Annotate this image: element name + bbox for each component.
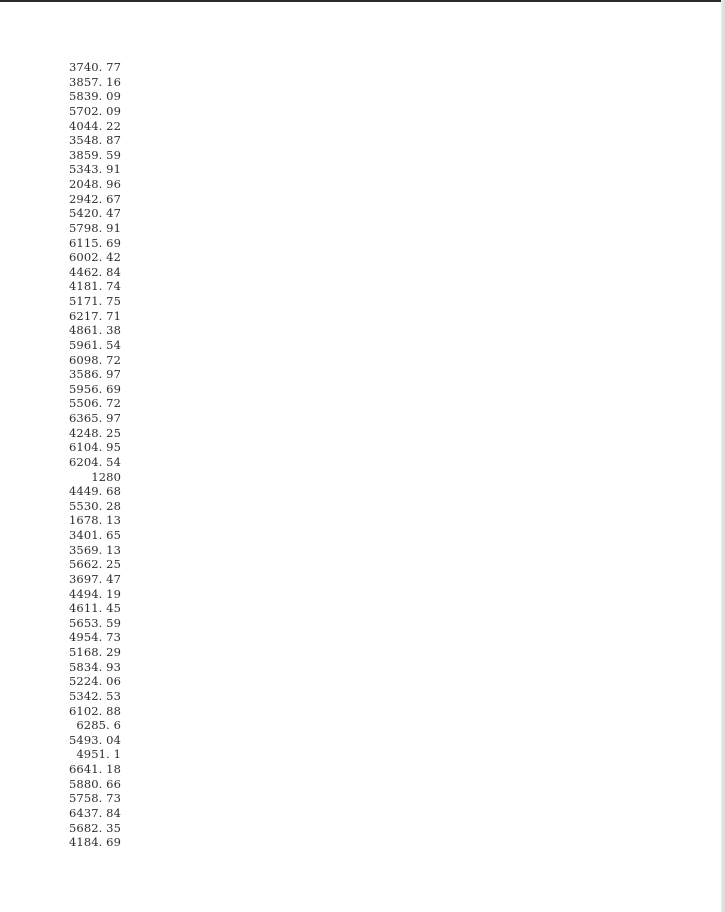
- number-value: 4462. 84: [68, 264, 121, 279]
- number-value: 6641. 18: [68, 762, 121, 776]
- number-value: 6217. 71: [68, 308, 121, 323]
- number-value: 4954. 73: [68, 630, 121, 645]
- number-value: 5343. 91: [68, 162, 121, 177]
- number-value: 3697. 47: [68, 571, 121, 586]
- number-value: 5702. 09: [68, 103, 121, 118]
- number-value: 6104. 95: [68, 440, 121, 455]
- number-value: 2048. 96: [68, 177, 121, 191]
- number-value: 6437. 84: [68, 805, 121, 820]
- number-value: 5839. 09: [68, 89, 121, 104]
- number-value: 6365. 97: [68, 411, 121, 425]
- number-value: 6115. 69: [68, 235, 121, 250]
- number-value: 5168. 29: [68, 645, 121, 659]
- number-value: 6102. 88: [68, 703, 121, 718]
- number-value: 5662. 25: [68, 557, 121, 572]
- number-value: 5420. 47: [68, 206, 121, 221]
- number-value: 6204. 54: [68, 454, 121, 469]
- number-value: 6098. 72: [68, 352, 121, 367]
- number-value: 4861. 38: [68, 323, 121, 338]
- number-value: 3740. 77: [68, 60, 121, 74]
- number-value: 4494. 19: [68, 586, 121, 601]
- page-top-border: [0, 0, 725, 2]
- number-value: 3569. 13: [68, 542, 121, 557]
- number-value: 4044. 22: [68, 118, 121, 133]
- number-value: 5758. 73: [68, 791, 121, 806]
- number-value: 5880. 66: [68, 776, 121, 791]
- number-value: 3401. 65: [68, 528, 121, 542]
- number-value: 4611. 45: [68, 601, 121, 616]
- number-value: 1280: [91, 469, 121, 484]
- number-value: 6002. 42: [68, 250, 121, 265]
- number-value: 5171. 75: [68, 294, 121, 308]
- page-right-edge: [721, 0, 725, 912]
- number-value: 5342. 53: [68, 688, 121, 703]
- number-value: 1678. 13: [68, 513, 121, 528]
- number-value: 3548. 87: [68, 133, 121, 148]
- number-value: 5798. 91: [68, 220, 121, 235]
- number-value: 6285. 6: [76, 718, 121, 733]
- number-column: [63, 60, 121, 850]
- number-value: 5530. 28: [68, 498, 121, 513]
- number-value: 2942. 67: [68, 191, 121, 206]
- number-value: 3586. 97: [68, 367, 121, 382]
- number-value: 4184. 69: [68, 835, 121, 850]
- number-value: 5956. 69: [68, 381, 121, 396]
- number-value: 5506. 72: [68, 396, 121, 411]
- number-value: 3859. 59: [68, 147, 121, 162]
- number-value: 5653. 59: [68, 615, 121, 630]
- number-value: 4951. 1: [76, 747, 121, 762]
- number-value: 5961. 54: [68, 337, 121, 352]
- number-value: 5493. 04: [68, 732, 121, 747]
- number-value: 4449. 68: [68, 484, 121, 499]
- number-value: 4248. 25: [68, 425, 121, 440]
- number-value: 5224. 06: [68, 674, 121, 689]
- number-value: 5682. 35: [68, 820, 121, 835]
- number-value: 5834. 93: [68, 659, 121, 674]
- number-value: 3857. 16: [68, 74, 121, 89]
- number-value: 4181. 74: [68, 279, 121, 294]
